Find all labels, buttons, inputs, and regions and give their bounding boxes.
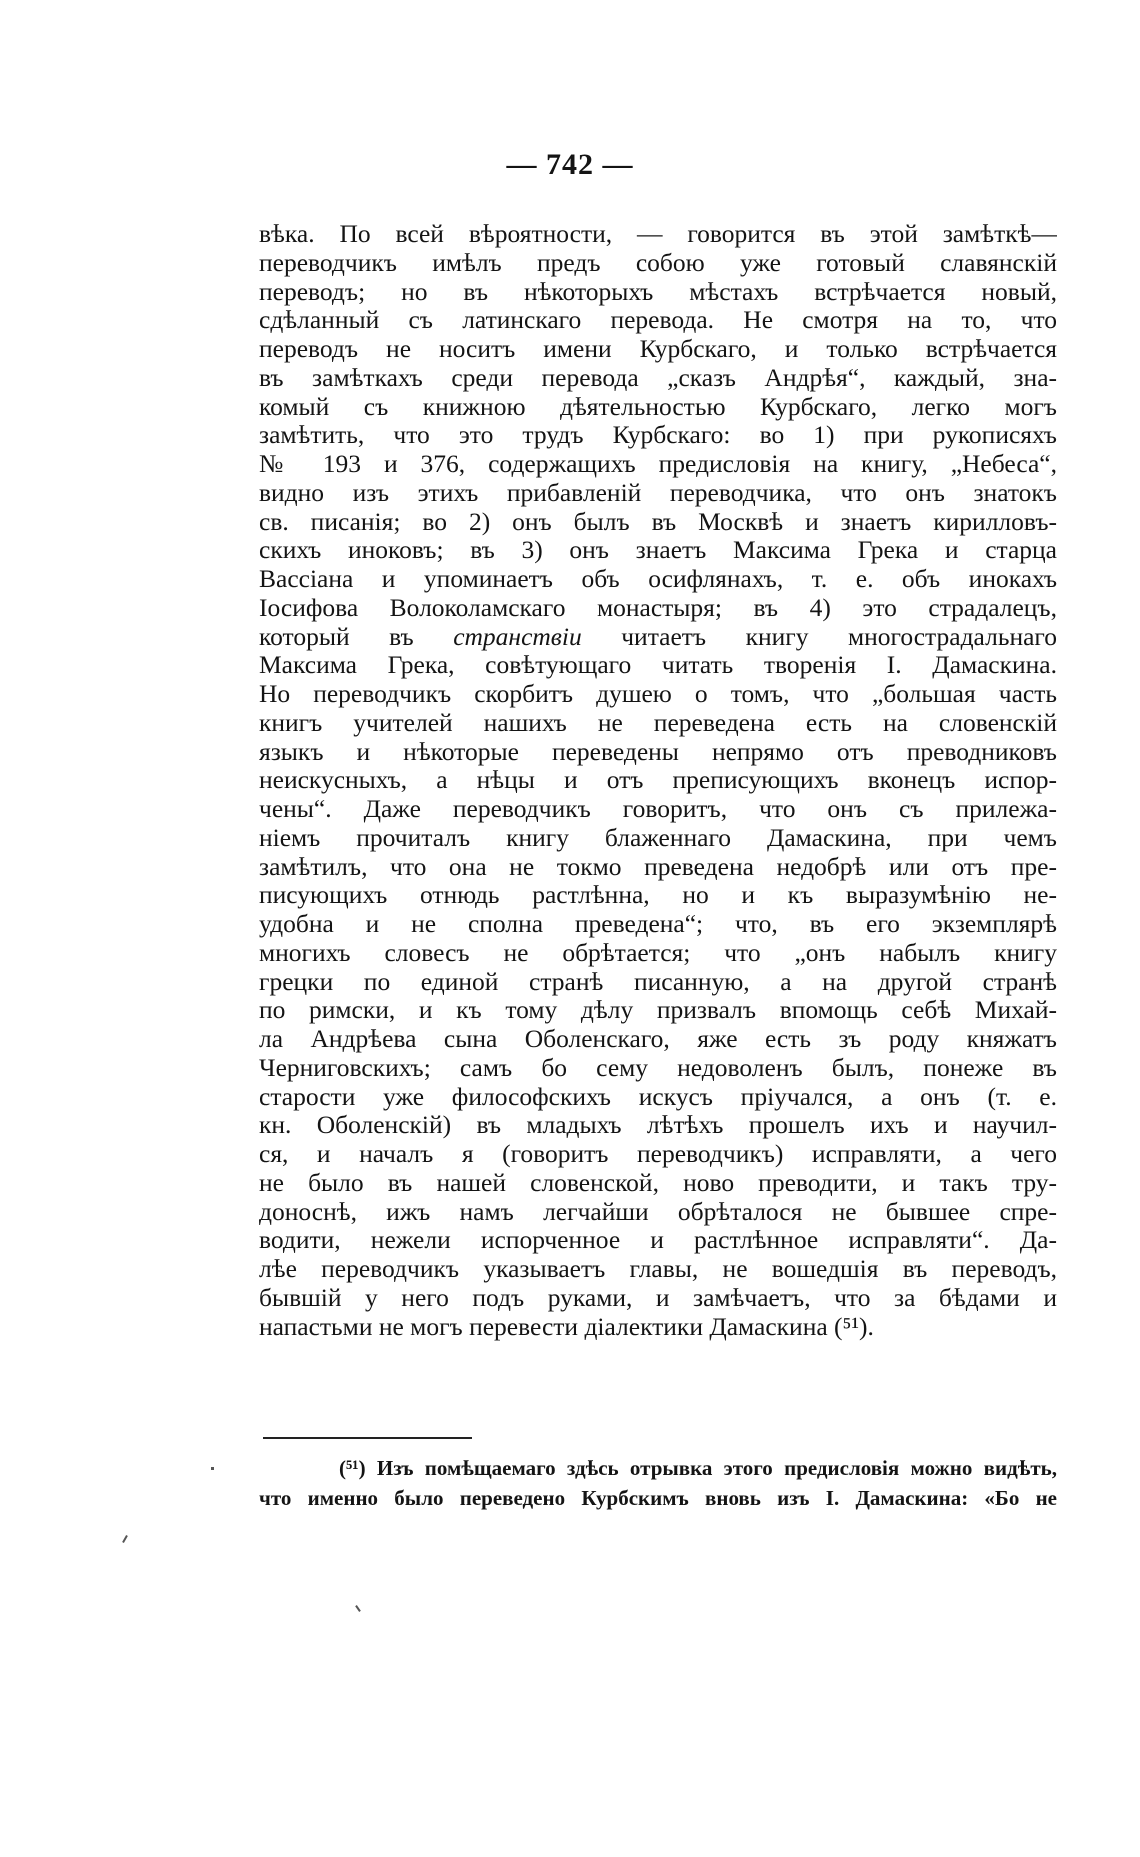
scan-speck <box>355 1605 361 1612</box>
text-line-8: замѣтить, что это трудъ Курбскаго: во 1) при рукописяхъ <box>259 421 1057 450</box>
text-line-31: старости уже философскихъ искусъ пріучался, а онъ (т. е. <box>259 1082 1057 1111</box>
scan-speck <box>211 1467 214 1470</box>
text-line-15-before: который въ <box>259 622 454 651</box>
text-line-12: скихъ иноковъ; въ 3) онъ знаетъ Максима Грека и старца <box>259 536 1057 565</box>
text-line-23: замѣтилъ, что она не токмо преведена недобрѣ или отъ пре- <box>259 852 1057 881</box>
text-line-25: удобна и не сполна преведена“; что, въ его экземплярѣ <box>259 910 1057 938</box>
text-line-24: писующихъ отнюдь растлѣнна, но и къ выразумѣнію не- <box>259 881 1057 910</box>
text-line-18: книгъ учителей нашихъ не переведена есть на словенскій <box>259 708 1057 737</box>
page-number: — 742 — <box>506 148 634 181</box>
text-line-14: Іосифова Волоколамскаго монастыря; въ 4) это страдалецъ, <box>259 593 1057 622</box>
text-line-10: видно изъ этихъ прибавленій переводчика, что онъ знатокъ <box>259 478 1057 507</box>
text-line-27: грецки по единой странѣ писанную, а на другой странѣ <box>259 967 1057 996</box>
text-line-13: Вассіана и упоминаетъ объ осифлянахъ, т. е. объ инокахъ <box>259 565 1057 593</box>
text-line-29: ла Андрѣева сына Оболенскаго, яже есть зъ роду княжатъ <box>259 1025 1057 1053</box>
text-line-20: неискусныхъ, а нѣцы и отъ преписующихъ вконецъ испор- <box>259 766 1057 795</box>
text-line-37: лѣе переводчикъ указываетъ главы, не вошедшія въ переводъ, <box>259 1255 1057 1283</box>
scan-speck <box>122 1535 128 1543</box>
text-line-35: доноснѣ, ижъ намъ легчайши обрѣталося не бывшее спре- <box>259 1197 1057 1226</box>
footnote-separator <box>263 1437 472 1439</box>
footnote-line-2: что именно было переведено Курбскимъ вновь изъ І. Дамаскина: «Бо не <box>259 1486 1057 1510</box>
text-line-15-after: читаетъ книгу многострадальнаго <box>581 622 1057 651</box>
italic-word: странствіи <box>453 622 582 651</box>
text-line-34: не было въ нашей словенской, ново преводити, и такъ тру- <box>259 1168 1057 1197</box>
text-line-36: водити, нежели испорченное и растлѣнное исправляти“. Да- <box>259 1226 1057 1255</box>
body-text <box>259 220 1057 1341</box>
text-line-1: вѣка. По всей вѣроятности, — говорится въ этой замѣткѣ— <box>259 220 1057 248</box>
text-line-32: кн. Оболенскій) въ младыхъ лѣтѣхъ прошелъ ихъ и научил- <box>259 1111 1057 1140</box>
text-line-39: напастьми не могъ перевести діалектики Дамаскина (⁵¹). <box>259 1312 874 1341</box>
text-line-16: Максима Грека, совѣтующаго читать творенія І. Дамаскина. <box>259 651 1057 680</box>
text-line-19: языкъ и нѣкоторые переведены непрямо отъ преводниковъ <box>259 737 1057 766</box>
text-line-28: по римски, и къ тому дѣлу призвалъ впомощь себѣ Михай- <box>259 996 1057 1025</box>
footnotes <box>259 1453 1057 1513</box>
text-line-3: переводъ; но въ нѣкоторыхъ мѣстахъ встрѣчается новый, <box>259 277 1057 306</box>
text-line-15 <box>259 623 1057 652</box>
text-line-4: сдѣланный съ латинскаго перевода. Не смотря на то, что <box>259 306 1057 335</box>
text-line-30: Черниговскихъ; самъ бо сему недоволенъ былъ, понеже въ <box>259 1053 1057 1082</box>
text-line-33: ся, и началъ я (говоритъ переводчикъ) исправляти, а чего <box>259 1140 1057 1168</box>
text-line-17: Но переводчикъ скорбитъ душею о томъ, что „большая часть <box>259 680 1057 708</box>
text-line-5: переводъ не носитъ имени Курбскаго, и только встрѣчается <box>259 335 1057 363</box>
text-line-38: бывшій у него подъ руками, и замѣчаетъ, что за бѣдами и <box>259 1283 1057 1312</box>
footnote-line-1: (⁵¹) Изъ помѣщаемаго здѣсь отрывка этого предисловія можно видѣть, <box>339 1456 1057 1480</box>
text-line-6: въ замѣткахъ среди перевода „сказъ Андрѣя“, каждый, зна- <box>259 363 1057 392</box>
text-line-9: № 193 и 376, содержащихъ предисловія на книгу, „Небеса“, <box>259 450 1057 478</box>
text-line-2: переводчикъ имѣлъ предъ собою уже готовый славянскій <box>259 248 1057 277</box>
text-line-26: многихъ словесъ не обрѣтается; что „онъ набылъ книгу <box>259 938 1057 967</box>
text-line-22: ніемъ прочиталъ книгу блаженнаго Дамаскина, при чемъ <box>259 823 1057 852</box>
text-line-21: чены“. Даже переводчикъ говоритъ, что онъ съ прилежа- <box>259 795 1057 823</box>
text-line-7: комый съ книжною дѣятельностью Курбскаго, легко могъ <box>259 392 1057 421</box>
text-line-11: св. писанія; во 2) онъ былъ въ Москвѣ и знаетъ кирилловъ- <box>259 507 1057 536</box>
